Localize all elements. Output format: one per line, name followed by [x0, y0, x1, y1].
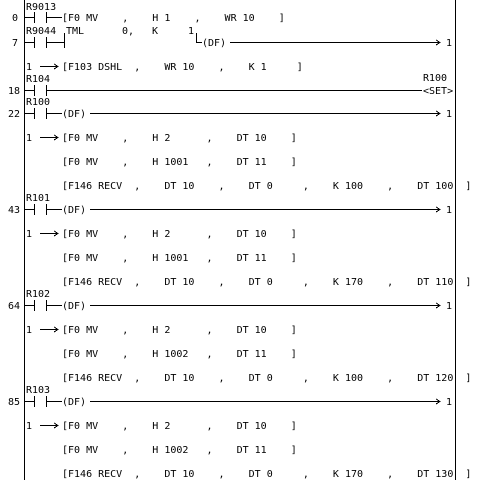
instruction-text: [F146 RECV , DT 10 , DT 0 , K 100 , DT 120 ] [62, 373, 472, 384]
instruction-text: [F0 MV , H 2 , DT 10 ] [62, 421, 297, 432]
rung-85-output-3[interactable] [62, 469, 471, 480]
rung-43-output-1[interactable] [26, 229, 297, 240]
input-reference: 1 [26, 421, 33, 432]
contact-label: R102 [26, 289, 51, 300]
rung-22[interactable] [8, 97, 452, 120]
rung-22-output-2[interactable] [62, 157, 297, 168]
df-coil: (DF) [62, 205, 87, 216]
input-reference: 1 [26, 133, 33, 144]
step-number: 64 [8, 301, 21, 312]
instruction-text: [F0 MV , H 1002 , DT 11 ] [62, 445, 297, 456]
instruction-text: [F146 RECV , DT 10 , DT 0 , K 100 , DT 100 ] [62, 181, 472, 192]
step-number: 85 [8, 397, 21, 408]
df-coil: (DF) [62, 109, 87, 120]
timer-instruction: TML [66, 26, 85, 37]
rung-64-output-3[interactable] [62, 373, 471, 384]
coil-label: R100 [423, 73, 448, 84]
rung-22-output-1[interactable] [26, 133, 297, 144]
rung-18[interactable] [8, 73, 453, 97]
output-reference: 1 [446, 109, 453, 120]
step-number: 43 [8, 205, 21, 216]
contact-label: R9013 [26, 2, 57, 13]
set-coil: <SET> [423, 86, 454, 97]
input-reference: 1 [26, 229, 33, 240]
df-coil: (DF) [202, 38, 227, 49]
step-number: 22 [8, 109, 21, 120]
rung-43-output-3[interactable] [62, 277, 471, 288]
rung-0[interactable] [12, 2, 285, 24]
df-coil: (DF) [62, 397, 87, 408]
instruction-text: [F146 RECV , DT 10 , DT 0 , K 170 , DT 130 ] [62, 469, 472, 480]
instruction-text: [F103 DSHL , WR 10 , K 1 ] [62, 62, 303, 73]
timer-number: 0, [122, 26, 135, 37]
step-number: 0 [12, 13, 19, 24]
rung-43[interactable] [8, 193, 452, 216]
rung-85-output-2[interactable] [62, 445, 297, 456]
timer-k-value: 1 [188, 26, 195, 37]
instruction-text: [F0 MV , H 2 , DT 10 ] [62, 229, 297, 240]
rung-64-output-2[interactable] [62, 349, 297, 360]
instruction-text: [F0 MV , H 1 , WR 10 ] [62, 13, 285, 24]
df-coil: (DF) [62, 301, 87, 312]
rung-43-output-2[interactable] [62, 253, 297, 264]
rung-64[interactable] [8, 289, 452, 312]
step-number: 7 [12, 38, 19, 49]
instruction-text: [F0 MV , H 1002 , DT 11 ] [62, 349, 297, 360]
rung-85[interactable] [8, 385, 452, 408]
step-number: 18 [8, 86, 21, 97]
contact-label: R101 [26, 193, 51, 204]
instruction-text: [F0 MV , H 1001 , DT 11 ] [62, 157, 297, 168]
contact-label: R104 [26, 74, 51, 85]
instruction-text: [F0 MV , H 2 , DT 10 ] [62, 325, 297, 336]
rung-85-output-1[interactable] [26, 421, 297, 432]
instruction-text: [F146 RECV , DT 10 , DT 0 , K 170 , DT 110 ] [62, 277, 472, 288]
rung-22-output-3[interactable] [62, 181, 471, 192]
input-reference: 1 [26, 62, 33, 73]
rung-7-output[interactable] [26, 62, 303, 73]
contact-label: R103 [26, 385, 51, 396]
instruction-text: [F0 MV , H 1001 , DT 11 ] [62, 253, 297, 264]
rung-7[interactable] [12, 26, 452, 49]
timer-k-label: K [152, 26, 159, 37]
output-reference: 1 [446, 397, 453, 408]
output-reference: 1 [446, 205, 453, 216]
instruction-text: [F0 MV , H 2 , DT 10 ] [62, 133, 297, 144]
input-reference: 1 [26, 325, 33, 336]
output-reference: 1 [446, 301, 453, 312]
output-reference: 1 [446, 38, 453, 49]
contact-label: R100 [26, 97, 51, 108]
rung-64-output-1[interactable] [26, 325, 297, 336]
contact-label: R9044 [26, 26, 57, 37]
